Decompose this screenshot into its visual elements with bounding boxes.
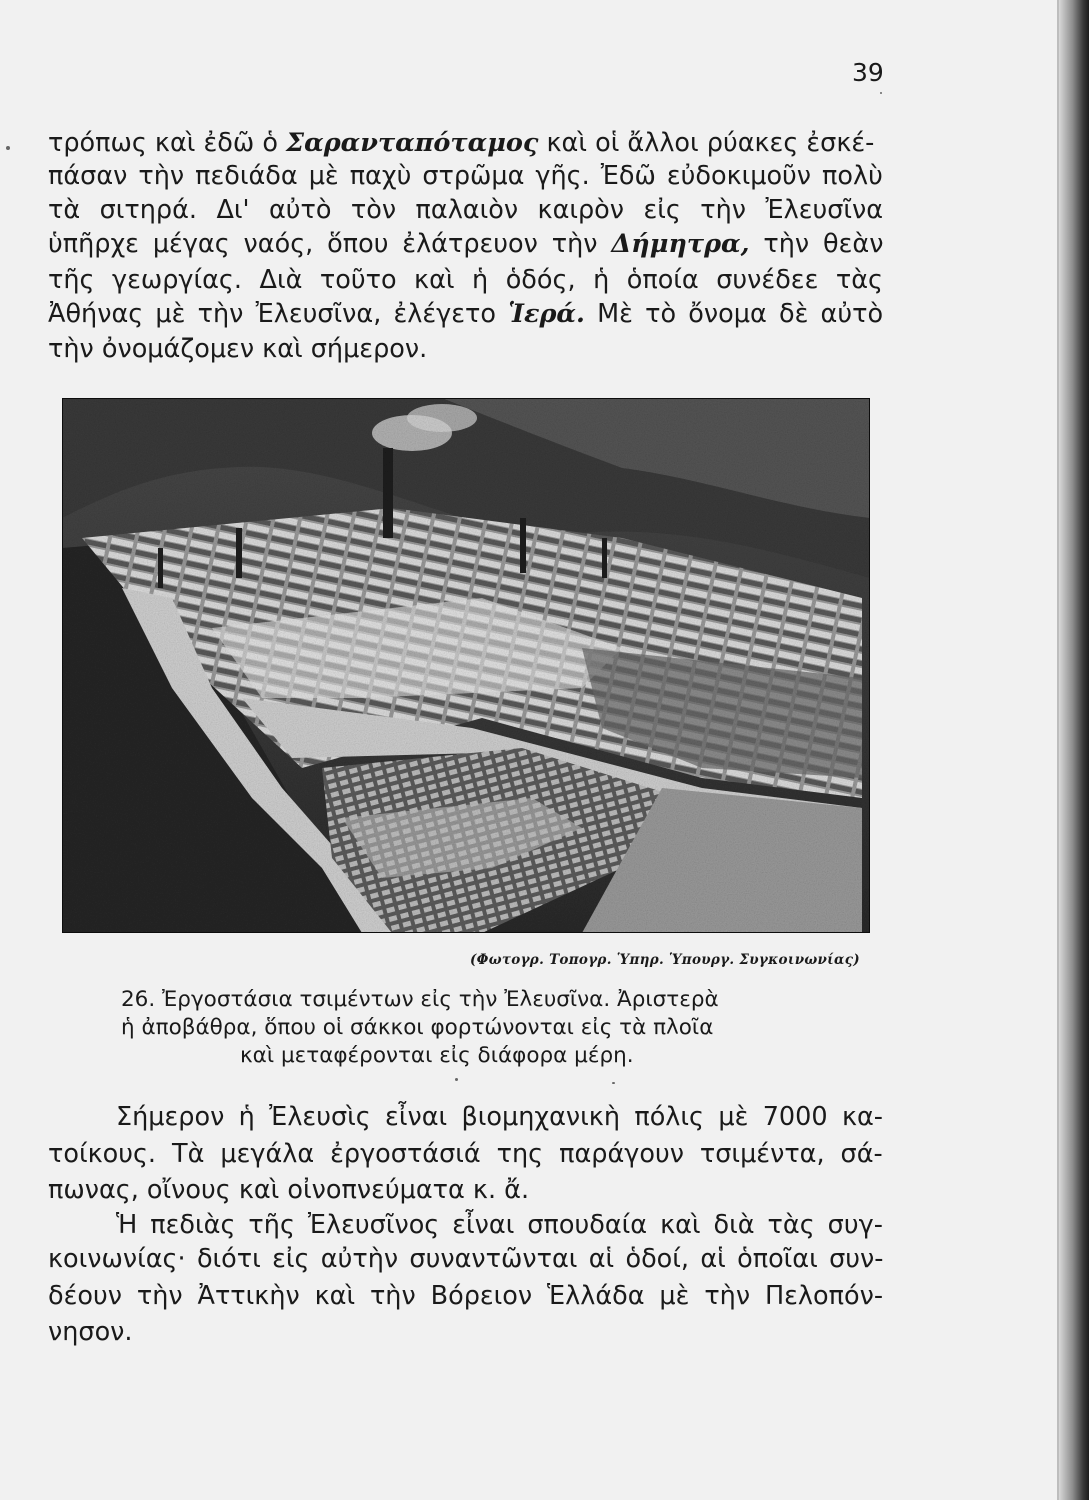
paragraph-1-line-5: τῆς γεωργίας. Διὰ τοῦτο καὶ ἡ ὁδός, ἡ ὁποία συνέδεε τὰς	[48, 265, 883, 295]
paragraph-1-line-2: πάσαν τὴν πεδιάδα μὲ παχὺ στρῶμα γῆς. Ἐδῶ εὐδοκιμοῦν πολὺ	[48, 161, 883, 191]
text-run: καὶ οἱ ἄλλοι ρύακες ἐσκέ-	[538, 128, 875, 158]
road-name-iera: Ἱερά.	[508, 299, 585, 329]
scan-speck	[455, 1078, 458, 1081]
text-run: τρόπως καὶ ἐδῶ ὁ	[48, 128, 287, 158]
text-run: Ἀθήνας μὲ τὴν Ἐλευσῖνα, ἐλέγετο	[48, 299, 509, 329]
photo-content	[62, 398, 870, 933]
scan-speck	[6, 146, 10, 150]
paragraph-3-line-2: κοινωνίας· διότι εἰς αὐτὴν συναντῶνται αἱ ὁδοί, αἱ ὁποῖαι συν-	[48, 1244, 884, 1274]
paragraph-2-line-1: Σήμερον ἡ Ἐλευσὶς εἶναι βιομηχανικὴ πόλις μὲ 7000 κα-	[116, 1102, 884, 1132]
page-number: 39	[852, 58, 884, 87]
paragraph-3-line-4: νησον.	[48, 1317, 133, 1347]
paragraph-1-line-3: τὰ σιτηρά. Δι' αὐτὸ τὸν παλαιὸν καιρὸν εἰς τὴν Ἐλευσῖνα	[48, 195, 884, 225]
paragraph-1-line-6	[48, 298, 883, 330]
text-run: τὴν θεὰν	[749, 229, 884, 259]
caption-line-1: 26. Ἐργοστάσια τσιμέντων εἰς τὴν Ἐλευσῖνα. Ἀριστερὰ	[121, 987, 719, 1012]
book-spine-shadow	[1059, 0, 1089, 1500]
paragraph-1-line-7: τὴν ὀνομάζομεν καὶ σήμερον.	[48, 334, 428, 364]
paragraph-3-line-3: δέουν τὴν Ἀττικὴν καὶ τὴν Βόρειον Ἑλλάδα μὲ τὴν Πελοπόν-	[48, 1281, 884, 1311]
caption-line-2: ἡ ἀποβάθρα, ὅπου οἱ σάκκοι φορτώνονται εἰς τὰ πλοῖα	[121, 1015, 714, 1040]
caption-line-3: καὶ μεταφέρονται εἰς διάφορα μέρη.	[240, 1043, 634, 1068]
text-run: ὑπῆρχε μέγας ναός, ὅπου ἐλάτρευον τὴν	[48, 229, 612, 259]
place-name-sarantapotamos: Σαρανταπόταμος	[286, 128, 539, 158]
paragraph-2-line-3: πωνας, οἴνους καὶ οἰνοπνεύματα κ. ἄ.	[48, 1175, 530, 1205]
goddess-name-dimitra: Δήμητρα,	[611, 229, 750, 259]
paragraph-1-line-4	[48, 228, 883, 260]
photo-credit: (Φωτογρ. Τοπογρ. Ὑπηρ. Ὑπουργ. Συγκοινωνίας)	[470, 952, 860, 968]
paragraph-1-line-1	[48, 127, 883, 159]
text-run: Μὲ τὸ ὄνομα δὲ αὐτὸ	[584, 299, 884, 329]
paragraph-2-line-2: τοίκους. Τὰ μεγάλα ἐργοστάσιά της παράγουν τσιμέντα, σά-	[48, 1139, 883, 1169]
scan-speck	[612, 1082, 615, 1084]
paragraph-3-line-1: Ἡ πεδιὰς τῆς Ἐλευσῖνος εἶναι σπουδαία καὶ διὰ τὰς συγ-	[116, 1210, 883, 1240]
factory-aerial-photo	[62, 398, 870, 933]
scan-speck	[880, 92, 882, 94]
